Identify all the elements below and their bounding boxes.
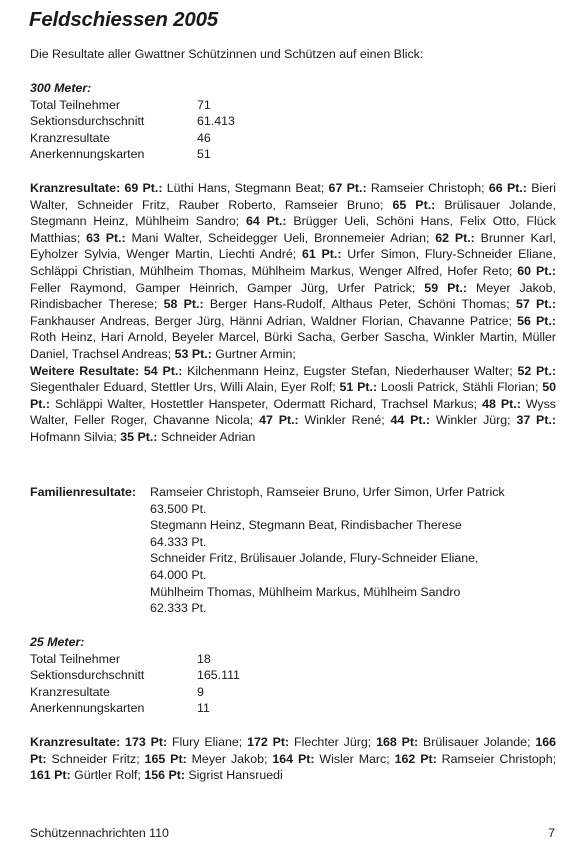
names-text: Meyer Jakob; — [186, 751, 273, 766]
stat-row — [30, 130, 330, 147]
names-text: Meyer Jakob, Rindisbacher Therese; — [30, 280, 556, 312]
stat-row — [30, 667, 330, 684]
score-label: 64 Pt.: — [245, 214, 287, 229]
stat-row — [30, 700, 330, 717]
names-text: Gurtner Armin; — [211, 346, 296, 361]
stat-row — [30, 651, 330, 668]
familien-score: 62.333 Pt. — [150, 601, 207, 616]
stat-value: 61.413 — [197, 114, 235, 128]
score-label: 156 Pt: — [144, 768, 185, 783]
familien-names: Ramseier Christoph, Ramseier Bruno, Urfer Simon, Urfer Patrick — [150, 485, 505, 499]
stat-label: Total Teilnehmer — [30, 651, 120, 666]
names-text: Ramseier Christoph; — [366, 181, 489, 195]
names-text: Hofmann Silvia; — [30, 429, 121, 444]
section-25m-heading: 25 Meter: — [30, 635, 85, 649]
score-label: 57 Pt.: — [515, 297, 556, 312]
stat-label: Kranzresultate — [30, 684, 110, 699]
score-label: 161 Pt: — [30, 768, 71, 783]
score-label: 165 Pt: — [144, 751, 187, 766]
score-label: 48 Pt.: — [482, 396, 521, 411]
score-label: 172 Pt: — [247, 735, 290, 749]
stat-label: Sektionsdurchschnitt — [30, 668, 145, 682]
familienresultate-section — [30, 484, 560, 619]
page-title: Feldschiessen 2005 — [29, 8, 218, 31]
stat-value: 51 — [197, 147, 211, 161]
publication-name: Schützennachrichten 110 — [30, 826, 169, 840]
names-text: Wisler Marc; — [314, 751, 395, 766]
names-text: Feller Raymond, Gamper Heinrich, Gamper Jürg, Urfer Patrick; — [30, 280, 425, 295]
score-label: 35 Pt.: — [120, 429, 158, 444]
stat-value: 18 — [197, 651, 211, 666]
names-text: Winkler René; — [298, 413, 391, 428]
score-label: 168 Pt: — [376, 735, 419, 749]
section-25m-stats — [30, 634, 330, 717]
stat-row — [30, 146, 330, 163]
names-text: Fankhauser Andreas, Berger Jürg, Hänni Adrian, Waldner Florian, Chavanne Patrice; — [30, 313, 518, 328]
names-text: Wyss Walter, Feller Roger, Chavanne Nicola; — [30, 396, 557, 428]
score-label: 56 Pt.: — [517, 313, 556, 328]
score-label: Kranzresultate: 69 Pt.: — [30, 181, 163, 195]
stat-label: Kranzresultate — [30, 130, 110, 145]
stat-value: 9 — [197, 684, 204, 699]
score-label: 44 Pt.: — [390, 413, 431, 428]
stat-value: 11 — [197, 701, 210, 715]
score-label: 162 Pt: — [394, 751, 437, 766]
names-text: Flury Eliane; — [167, 735, 248, 749]
kranzresultate-25m-paragraph — [30, 734, 556, 784]
names-text: Loosli Patrick, Stähli Florian; — [377, 380, 543, 395]
familien-label: Familienresultate: — [30, 485, 137, 499]
names-text: Brülisauer Jolande, Stegmann Heinz, Mühlheim Sandro; — [30, 197, 556, 229]
section-300m-stats — [30, 80, 330, 163]
names-text: Gürtler Rolf; — [70, 768, 145, 783]
names-text: Bieri Walter, Schneider Fritz, Rauber Roberto, Ramseier Bruno; — [30, 181, 557, 212]
familien-names: Schneider Fritz, Brülisauer Jolande, Flury-Schneider Eliane, — [150, 551, 479, 566]
names-text: Urfer Simon, Flury-Schneider Eliane, Schläppi Christian, Mühlheim Thomas, Mühlheim Markus, Wenger Alfred, Hofer Reto; — [30, 247, 556, 278]
score-label: 53 Pt.: — [174, 346, 212, 361]
names-text: Lüthi Hans, Stegmann Beat; — [162, 181, 329, 195]
names-text: Schneider Fritz; — [46, 751, 145, 766]
score-label: 50 Pt.: — [30, 380, 557, 411]
score-label: 166 Pt: — [30, 735, 557, 766]
familien-names: Mühlheim Thomas, Mühlheim Markus, Mühlheim Sandro — [150, 584, 461, 599]
score-label: 66 Pt.: — [488, 181, 527, 195]
section-300m-heading: 300 Meter: — [30, 81, 92, 95]
score-label: 62 Pt.: — [435, 230, 475, 245]
stat-row — [30, 684, 330, 701]
names-text: Sigrist Hansruedi — [184, 768, 283, 783]
names-text: Mani Walter, Scheidegger Ueli, Bronnemeier Adrian; — [125, 230, 436, 245]
stat-label: Sektionsdurchschnitt — [30, 114, 145, 128]
score-label: 63 Pt.: — [86, 230, 126, 245]
names-text: Brülisauer Jolande; — [418, 735, 536, 749]
names-text: Roth Heinz, Hari Arnold, Beyeler Marcel, Bürki Sacha, Gerber Sascha, Winkler Martin, Müller Daniel, Trachsel Andreas; — [30, 330, 556, 361]
names-text: Brunner Karl, Eyholzer Sylvia, Wenger Martin, Liechti André; — [30, 230, 556, 262]
score-label: 67 Pt.: — [328, 181, 367, 195]
score-label: 60 Pt.: — [517, 263, 556, 278]
stat-value: 165.111 — [197, 668, 240, 682]
score-label: 52 Pt.: — [517, 363, 556, 378]
stat-row — [30, 97, 330, 114]
score-label: 58 Pt.: — [163, 297, 204, 312]
intro-text: Die Resultate aller Gwattner Schützinnen und Schützen auf einen Blick: — [30, 47, 424, 61]
kranzresultate-300m-paragraph — [30, 180, 556, 446]
score-label: 37 Pt.: — [516, 413, 557, 428]
familien-score: 64.000 Pt. — [150, 567, 207, 582]
score-label: 65 Pt.: — [392, 197, 436, 212]
score-label: Kranzresultate: 173 Pt: — [30, 735, 168, 749]
page-number: 7 — [548, 826, 555, 840]
familien-names: Stegmann Heinz, Stegmann Beat, Rindisbacher Therese — [150, 518, 462, 533]
score-label: 61 Pt.: — [301, 247, 342, 262]
stat-row — [30, 113, 330, 130]
names-text: Flechter Jürg; — [289, 735, 377, 749]
names-text: Ramseier Christoph; — [436, 751, 557, 766]
score-label: 47 Pt.: — [259, 413, 299, 428]
names-text: Schläppi Walter, Hostettler Hanspeter, Odermatt Richard, Trachsel Markus; — [49, 396, 483, 411]
stat-label: Anerkennungskarten — [30, 147, 145, 161]
page-footer — [30, 825, 555, 842]
stat-value: 71 — [197, 97, 211, 112]
names-text: Kilchenmann Heinz, Eugster Stefan, Niederhauser Walter; — [182, 363, 518, 378]
stat-label: Total Teilnehmer — [30, 97, 120, 112]
familien-score: 63.500 Pt. — [150, 501, 207, 516]
names-text: Schneider Adrian — [157, 429, 256, 444]
score-label: 59 Pt.: — [424, 280, 468, 295]
stat-value: 46 — [197, 130, 211, 145]
score-label: 164 Pt: — [272, 751, 315, 766]
familien-score: 64.333 Pt. — [150, 534, 207, 549]
names-text: Berger Hans-Rudolf, Althaus Peter, Schöni Thomas; — [203, 297, 516, 312]
names-text: Brügger Ueli, Schöni Hans, Felix Otto, Flück Matthias; — [30, 214, 556, 245]
score-label: 51 Pt.: — [339, 380, 378, 395]
stat-label: Anerkennungskarten — [30, 701, 145, 715]
familien-entries — [150, 484, 560, 617]
score-label: Weitere Resultate: 54 Pt.: — [30, 363, 183, 378]
names-text: Siegenthaler Eduard, Stettler Urs, Willi Alain, Eyer Rolf; — [30, 380, 340, 395]
names-text: Winkler Jürg; — [430, 413, 517, 428]
